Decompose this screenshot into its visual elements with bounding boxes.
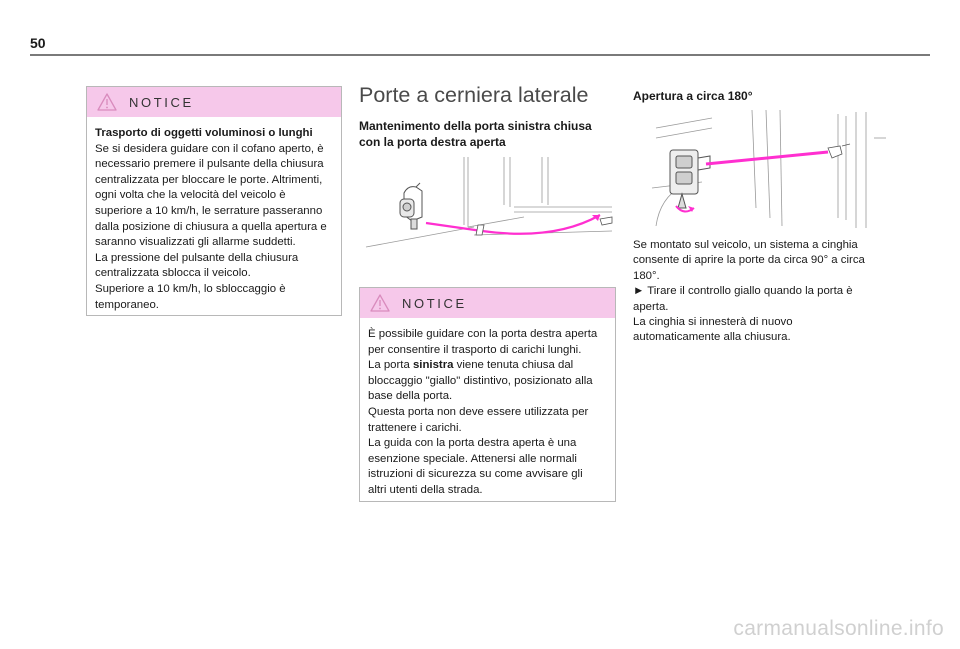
notice-line: È possibile guidare con la porta destra aperta	[368, 328, 598, 340]
sub-heading-line: Mantenimento della porta sinistra chiusa	[359, 119, 592, 133]
notice-line: base della porta.	[368, 390, 453, 403]
body-line: ► Tirare il controllo giallo quando la porta è	[633, 285, 853, 298]
notice-heading: Trasporto di oggetti voluminosi o lunghi	[95, 127, 313, 139]
notice-body	[360, 318, 615, 499]
sub-heading-line: con la porta destra aperta	[359, 135, 506, 149]
lock-mechanism-icon	[400, 183, 422, 229]
door-lock-illustration	[364, 155, 614, 251]
body-line: Se montato sul veicolo, un sistema a cinghia	[633, 239, 858, 251]
warning-triangle-icon	[370, 294, 390, 312]
door-strap-illustration	[642, 108, 888, 232]
notice-line: saranno visualizzati gli allarme suddetti.	[95, 236, 296, 249]
body-line: consente di aprire la porte da circa 90° a circa	[633, 254, 865, 267]
body-line: 180°.	[633, 269, 660, 282]
notice-line: per consentire il trasporto di carichi lunghi.	[368, 343, 582, 356]
warning-triangle-icon	[97, 93, 117, 111]
notice-line: Questa porta non deve essere utilizzata per	[368, 405, 589, 418]
body-line: La cinghia si innesterà di nuovo	[633, 316, 793, 329]
notice-line: Se si desidera guidare con il cofano aperto, è	[95, 142, 324, 155]
notice-text: La porta	[368, 359, 413, 372]
notice-title: NOTICE	[402, 295, 467, 311]
notice-line: altri utenti della strada.	[368, 483, 483, 496]
notice-title: NOTICE	[129, 94, 194, 110]
notice-line: esenzione speciale. Attenersi alle normali	[368, 452, 577, 465]
notice-line: bloccaggio "giallo" distintivo, posizionato alla	[368, 374, 593, 387]
notice-line: necessario premere il pulsante della chiusura	[95, 158, 324, 171]
notice-body	[87, 117, 341, 313]
notice-text: viene tenuta chiusa dal	[453, 359, 574, 372]
notice-header	[87, 87, 341, 117]
body-line: automaticamente alla chiusura.	[633, 331, 791, 344]
notice-line: Superiore a 10 km/h, lo sbloccaggio è	[95, 282, 286, 295]
page-number: 50	[30, 35, 46, 51]
section-title: Porte a cerniera laterale	[359, 83, 589, 107]
strap-description	[633, 238, 887, 346]
sub-heading-right: Apertura a circa 180°	[633, 89, 753, 103]
notice-line: La guida con la porta destra aperta è una	[368, 437, 577, 450]
notice-line: superiore a 10 km/h, le serrature passeranno	[95, 204, 323, 217]
header-rule	[30, 54, 930, 56]
body-line: aperta.	[633, 300, 669, 313]
sub-heading-left	[359, 118, 619, 150]
notice-line: istruzioni di sicurezza su come avvisare gli	[368, 468, 583, 481]
notice-line: temporaneo.	[95, 298, 159, 311]
notice-line: La pressione del pulsante della chiusura	[95, 251, 299, 264]
notice-box-left	[86, 86, 342, 316]
notice-line	[368, 358, 607, 374]
notice-line: trattenere i carichi.	[368, 421, 462, 434]
strap-control-icon	[670, 150, 710, 208]
notice-bold-text: sinistra	[412, 359, 454, 372]
notice-line: ogni volta che la velocità del veicolo è	[95, 189, 286, 202]
notice-box-middle	[359, 287, 616, 502]
notice-line: centralizzata per bloccare le porte. Altrimenti,	[95, 173, 323, 186]
notice-header	[360, 288, 615, 318]
notice-line: dalla posizione di chiusura a quella apertura e	[95, 220, 327, 233]
footer-watermark: carmanualsonline.info	[733, 617, 944, 640]
notice-line: centralizzata sblocca il veicolo.	[95, 267, 251, 280]
